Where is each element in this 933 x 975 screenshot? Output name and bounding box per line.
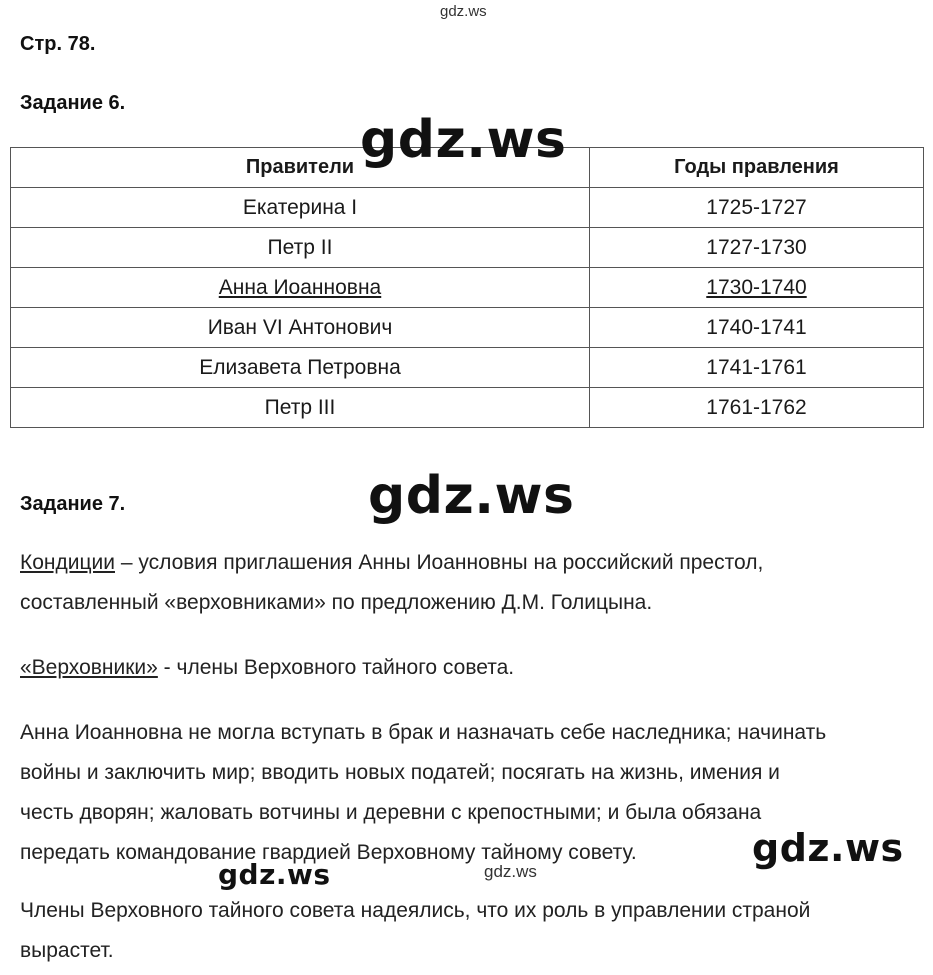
paragraph-restrictions-line2: войны и заключить мир; вводить новых податей; посягать на жизнь, имения и [20,761,780,784]
ruler-name-underlined: Анна Иоанновна [218,275,382,299]
table-row [11,188,924,228]
table-row [11,228,924,268]
reign-years [590,268,924,308]
paragraph-restrictions-line3: честь дворян; жаловать вотчины и деревни с крепостными; и была обязана [20,801,762,824]
paragraph-restrictions-line1: Анна Иоанновна не могла вступать в брак и назначать себе наследника; начинать [20,721,827,744]
ruler-name: Екатерина I [11,188,590,228]
table-row [11,388,924,428]
header-years: Годы правления [590,148,924,188]
watermark-small-middle: gdz.ws [484,862,537,881]
definition-verkhovniki [20,648,514,688]
top-watermark: gdz.ws [440,3,487,20]
reign-years-underlined: 1730-1740 [706,275,807,299]
ruler-name: Петр II [11,228,590,268]
term-conditions: Кондиции [20,551,115,574]
watermark-over-table: gdz.ws [360,110,567,170]
table-row [11,308,924,348]
watermark-right: gdz.ws [752,826,904,870]
ruler-name: Петр III [11,388,590,428]
ruler-name: Елизавета Петровна [11,348,590,388]
rulers-table [10,147,924,428]
page-label: Стр. 78. [20,33,96,55]
paragraph-hopes-line1: Члены Верховного тайного совета надеялись, что их роль в управлении страной [20,899,811,922]
term-verkhovniki: «Верховники» [20,656,158,679]
watermark-center: gdz.ws [368,466,575,526]
table-row [11,348,924,388]
reign-years: 1761-1762 [590,388,924,428]
paragraph-restrictions-line4: передать командование гвардией Верховному тайному совету. [20,841,637,864]
definition-conditions-line2: составленный «верховниками» по предложению Д.М. Голицына. [20,591,653,614]
reign-years: 1740-1741 [590,308,924,348]
ruler-name [11,268,590,308]
table-row [11,268,924,308]
definition-conditions-text: – условия приглашения Анны Иоанновны на российский престол, [114,551,764,574]
definition-conditions-line1 [20,543,763,583]
header-rulers: Правители [11,148,590,188]
reign-years: 1725-1727 [590,188,924,228]
paragraph-hopes-line2: вырастет. [20,939,114,962]
task7-title: Задание 7. [20,493,126,515]
definition-verkhovniki-text: - члены Верховного тайного совета. [157,656,515,679]
watermark-left: gdz.ws [218,858,331,891]
reign-years: 1727-1730 [590,228,924,268]
reign-years: 1741-1761 [590,348,924,388]
ruler-name: Иван VI Антонович [11,308,590,348]
task6-title: Задание 6. [20,92,126,114]
